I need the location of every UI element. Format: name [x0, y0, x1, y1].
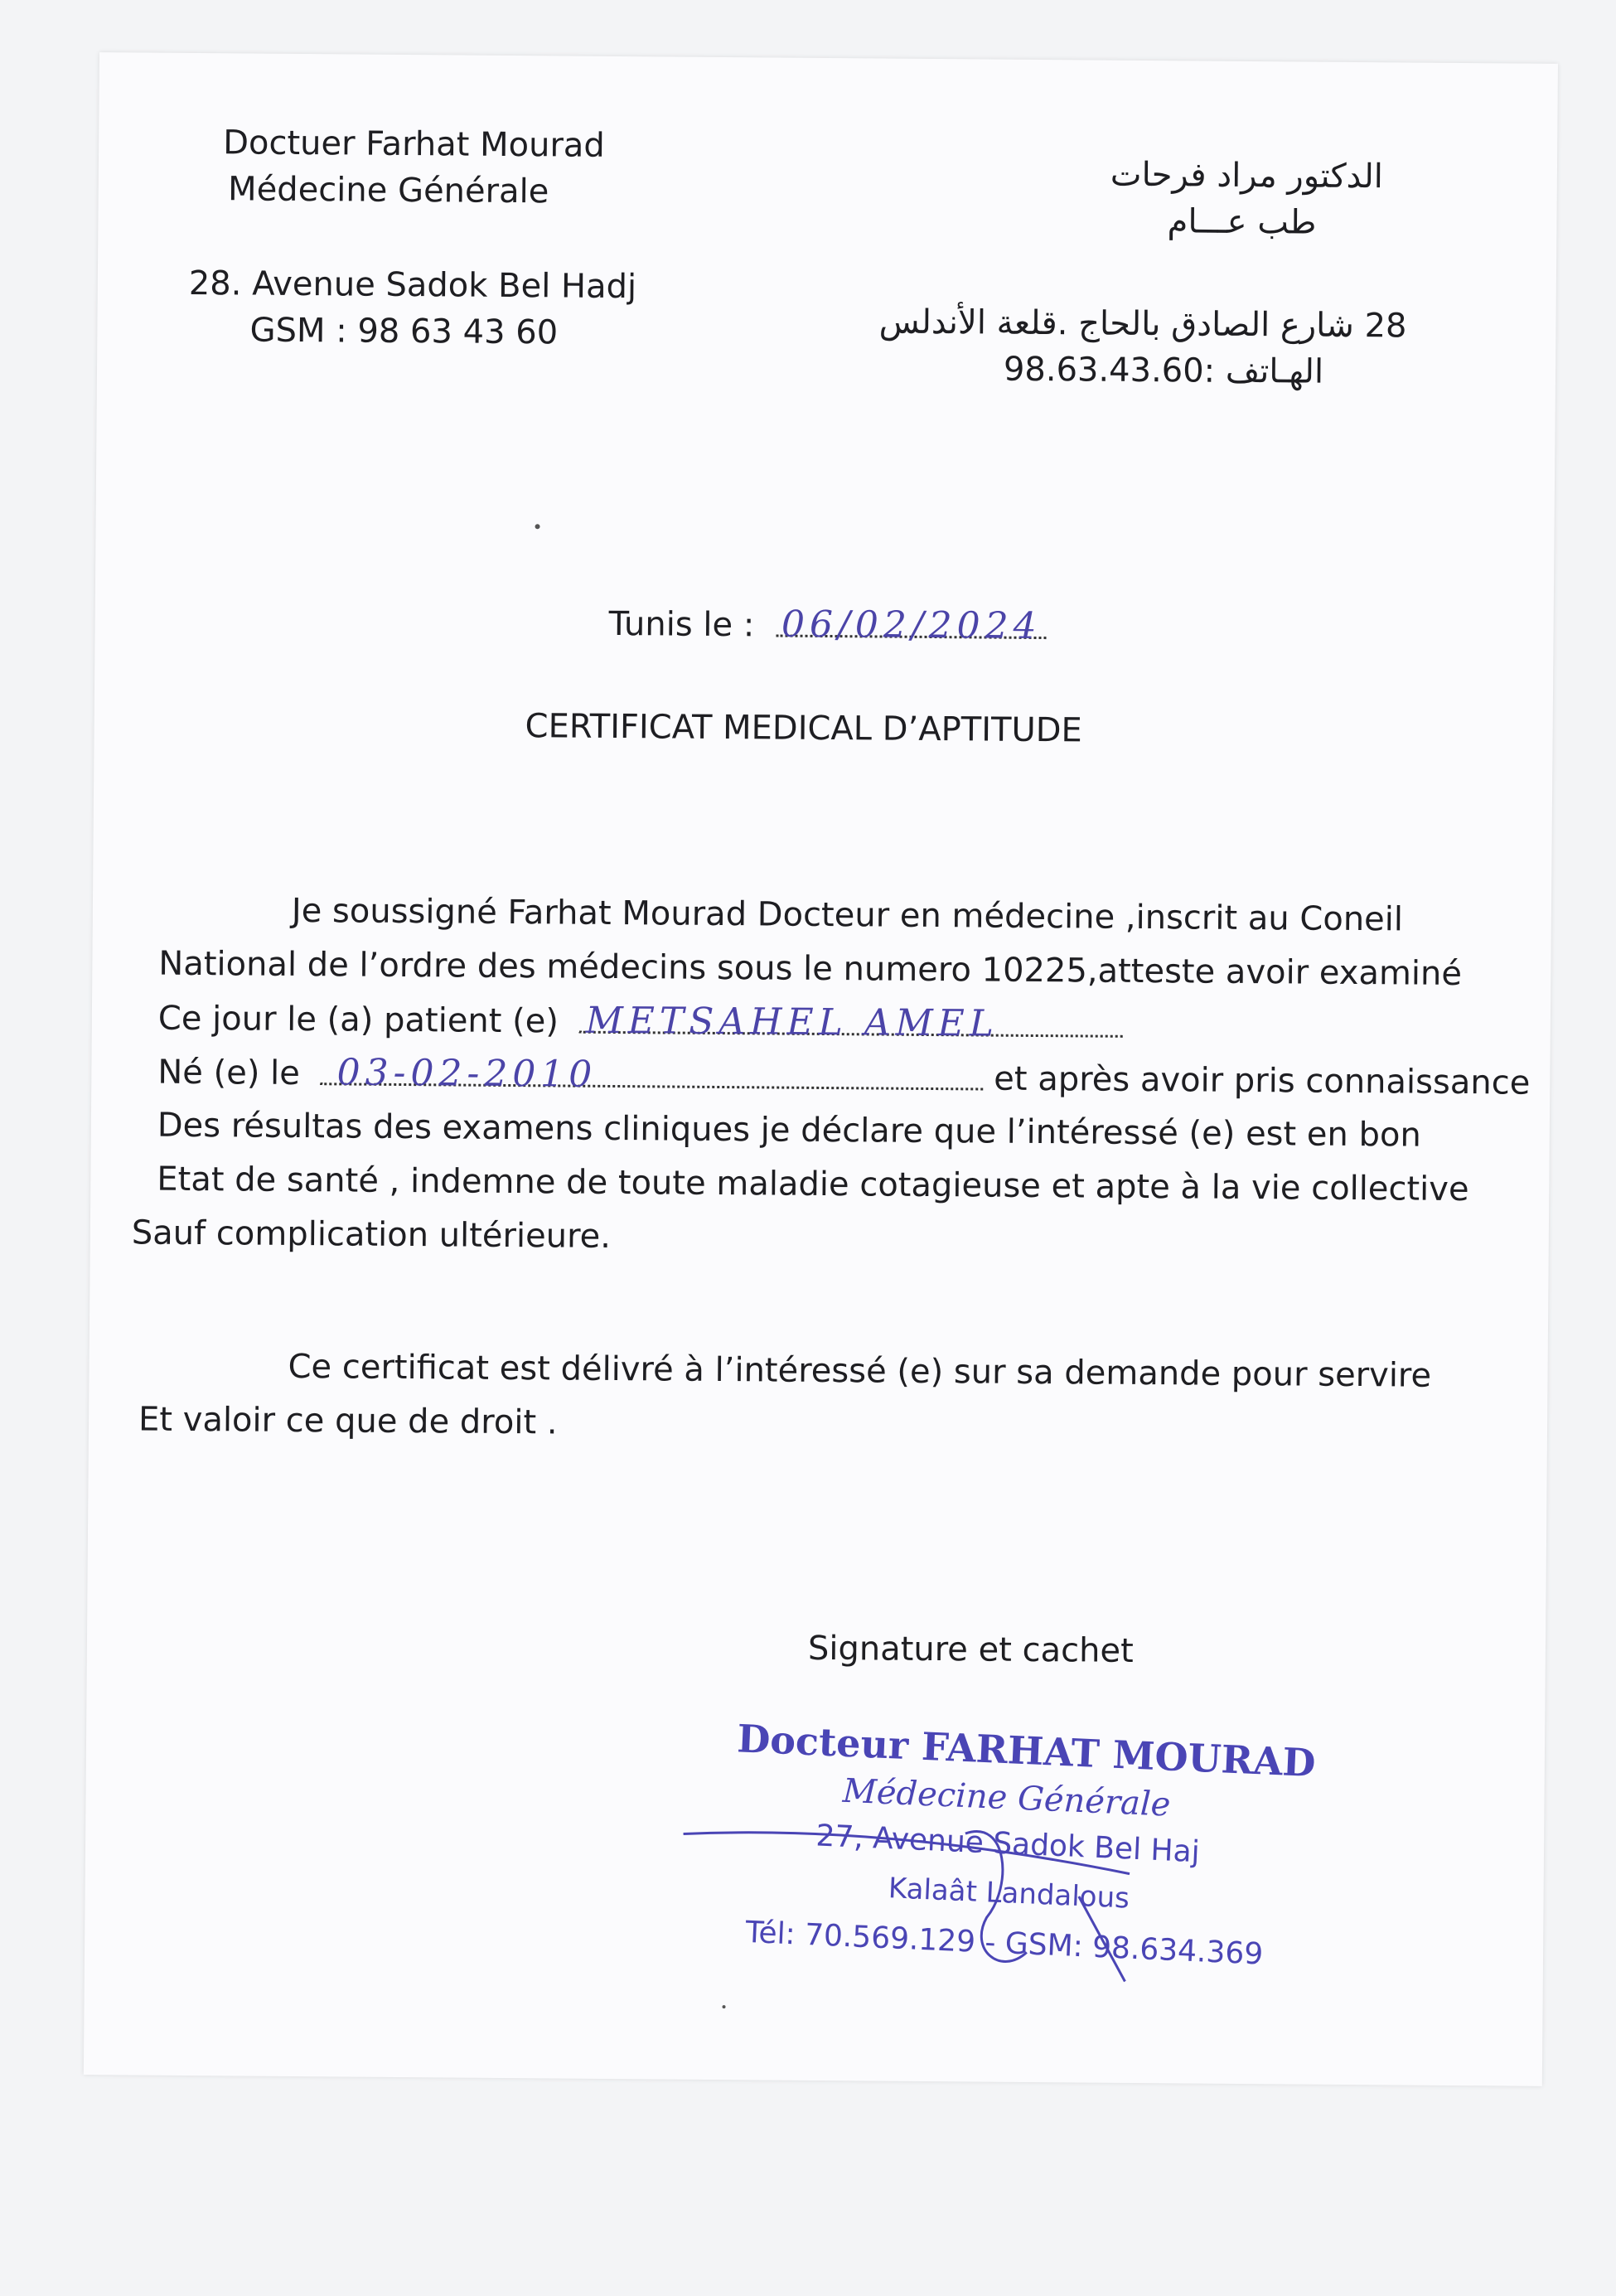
- header-ar-contact: [878, 299, 1407, 396]
- doctor-phone-number-ar: 98.63.43.60:: [1003, 350, 1216, 390]
- stamp-line-4: Kalaât Landalous: [888, 1872, 1130, 1916]
- date-label: Tunis le :: [608, 604, 755, 645]
- certificate-title: CERTIFICAT MEDICAL D’APTITUDE: [525, 707, 1082, 750]
- signature-tail: [1076, 1896, 1129, 1981]
- birth-label: Né (e) le: [157, 1053, 301, 1093]
- date-line: [608, 603, 1046, 647]
- birth-date: 03-02-2010: [320, 1053, 983, 1090]
- body-line-2: National de l’ordre des médecins sous le numero 10225,atteste avoir examiné: [158, 944, 1463, 994]
- body-line-8: Ce certificat est délivré à l’intéressé (e) sur sa demande pour servire: [288, 1347, 1432, 1395]
- doctor-name-fr: Doctuer Farhat Mourad: [222, 124, 605, 165]
- doctor-specialty-fr: Médecine Générale: [227, 170, 549, 211]
- stamp-line-5: Tél: 70.569.129 - GSM: 98.634.369: [744, 1915, 1264, 1972]
- doctor-specialty-ar: طب عـــام: [1167, 202, 1317, 242]
- body-line-1: Je soussigné Farhat Mourad Docteur en médecine ,inscrit au Coneil: [291, 891, 1404, 939]
- header-fr: [222, 119, 605, 215]
- stamp-line-3: 27, Avenue Sadok Bel Haj: [815, 1819, 1201, 1870]
- doctor-address-ar: 28 شارع الصادق بالحاج .قلعة الأندلس: [878, 303, 1407, 346]
- birth-suffix: et après avoir pris connaissance: [994, 1059, 1531, 1102]
- doctor-stamp: [609, 1711, 1317, 2037]
- patient-label: Ce jour le (a) patient (e): [157, 999, 559, 1041]
- body-line-9: Et valoir ce que de droit .: [138, 1400, 558, 1442]
- body-line-4: [157, 1052, 1530, 1103]
- doctor-address-fr: 28. Avenue Sadok Bel Hadj: [188, 264, 637, 307]
- body-line-6: Etat de santé , indemne de toute maladie cotagieuse et apte à la vie collective: [157, 1160, 1469, 1209]
- doctor-phone-ar: [893, 346, 1406, 396]
- date-value: 06/02/2024: [777, 605, 1047, 640]
- stamp-line-1: Docteur FARHAT MOURAD: [736, 1716, 1317, 1786]
- certificate-sheet: [84, 52, 1558, 2086]
- body-line-3: [158, 998, 1123, 1046]
- stamp-line-2: Médecine Générale: [841, 1771, 1172, 1824]
- doctor-name-ar: الدكتور مراد فرحات: [1110, 155, 1384, 196]
- stray-dot: [535, 524, 540, 529]
- signature-label: Signature et cachet: [807, 1629, 1134, 1670]
- doctor-phone-label-ar: الهـاتف: [1225, 351, 1324, 391]
- header-fr-contact: [188, 260, 637, 356]
- signature-line: [683, 1829, 1131, 1874]
- doctor-gsm-fr: GSM : 98 63 43 60: [249, 311, 559, 352]
- header-ar: [968, 150, 1383, 246]
- body-line-5: Des résultas des examens cliniques je déclare que l’intéressé (e) est en bon: [157, 1106, 1421, 1155]
- patient-name: METSAHEL AMEL: [579, 1001, 1123, 1038]
- signature-stroke: [611, 1711, 1285, 2004]
- body-line-7: Sauf complication ultérieure.: [131, 1213, 612, 1256]
- stray-dot-bottom: [723, 2005, 726, 2008]
